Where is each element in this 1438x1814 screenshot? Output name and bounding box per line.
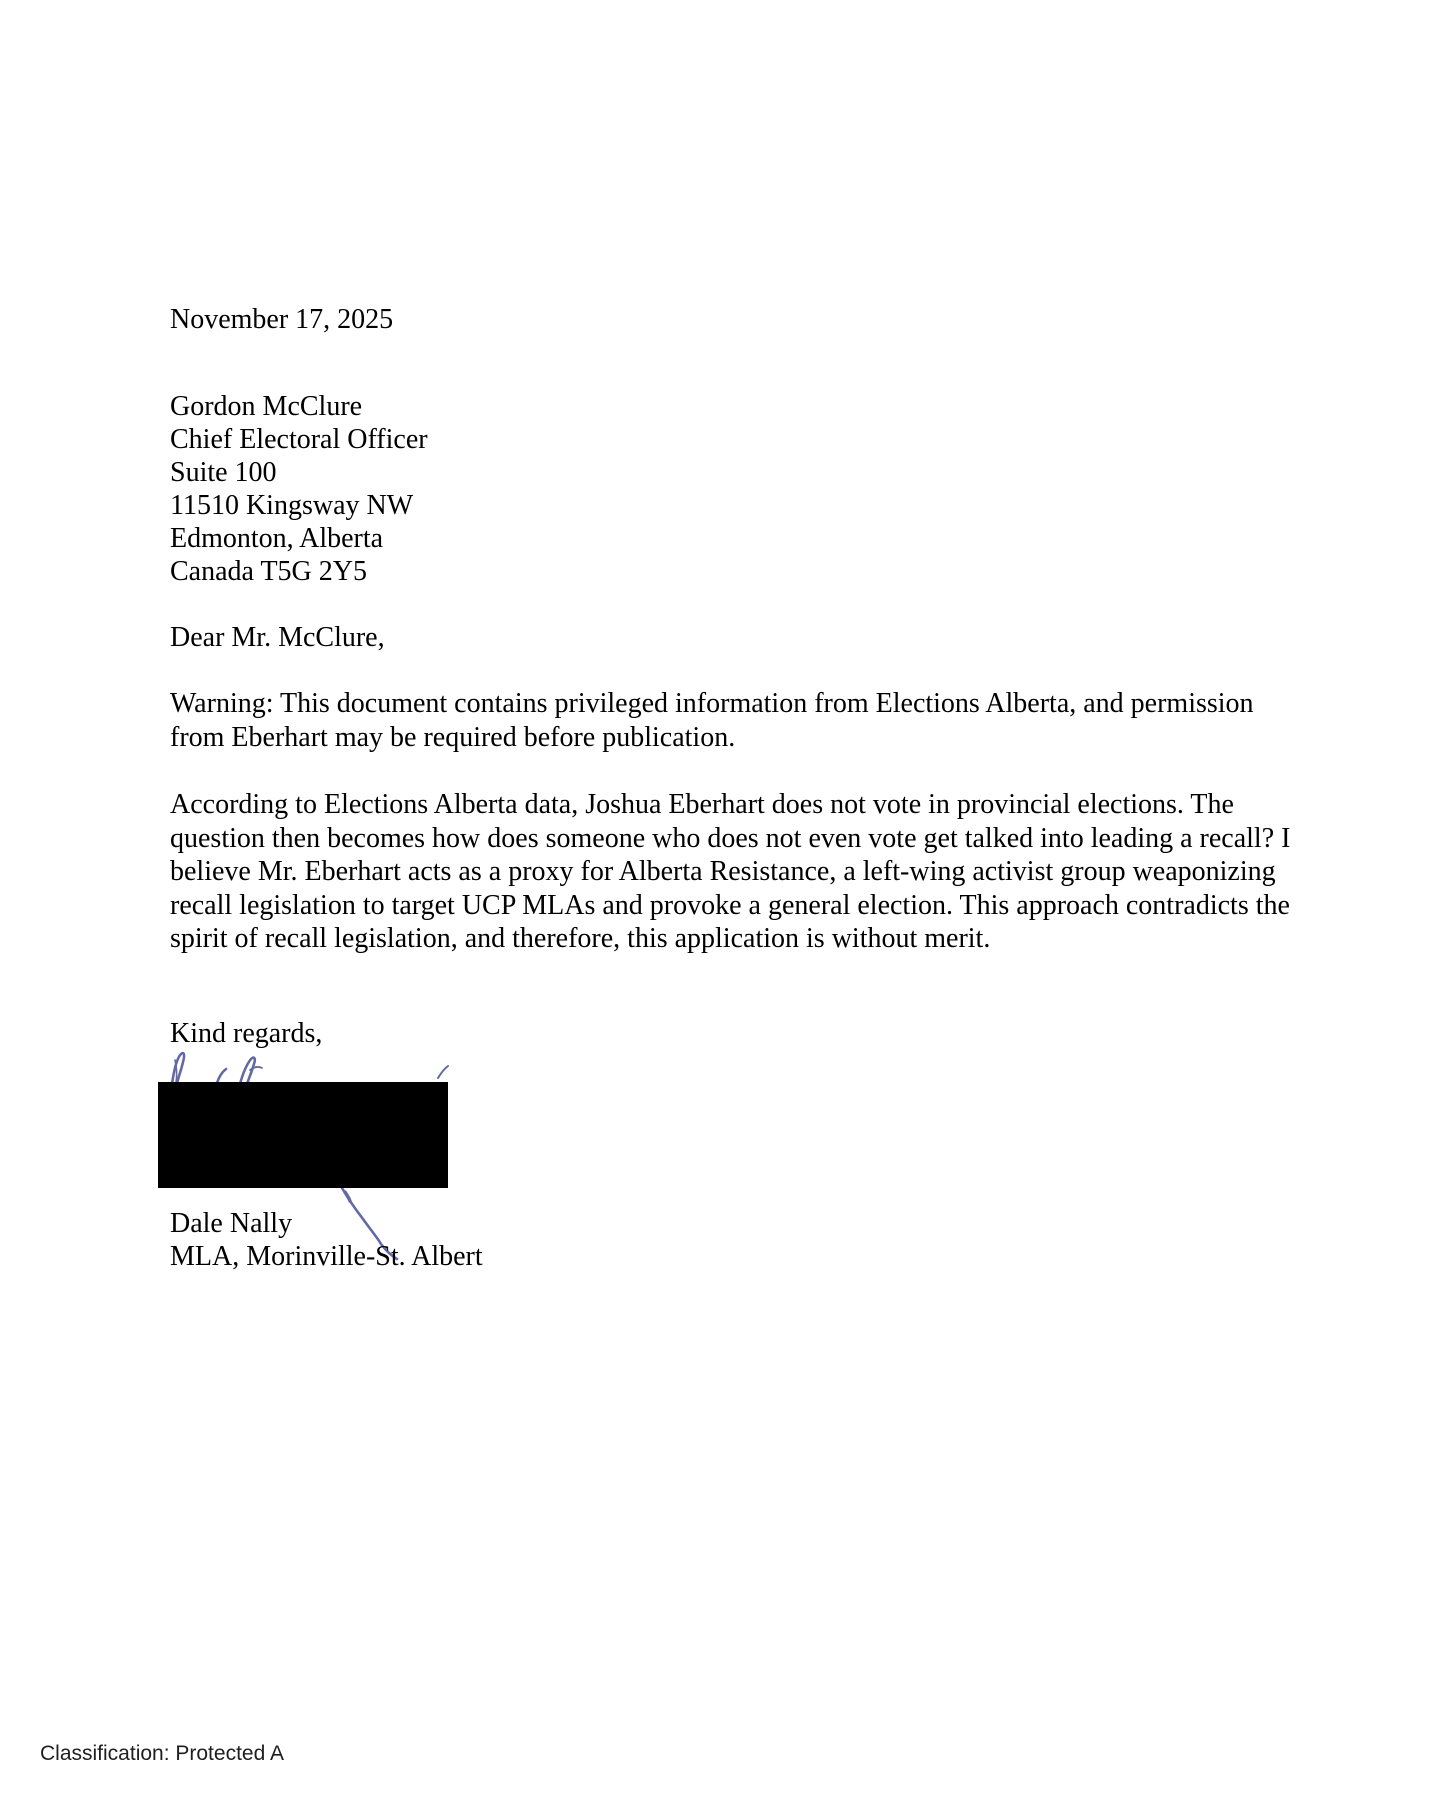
closing-line: Kind regards, [170, 1018, 323, 1049]
recipient-block [170, 390, 428, 588]
signature-redaction-box [158, 1082, 448, 1188]
warning-paragraph: Warning: This document contains privileged information from Elections Alberta, and permission from Eberhart may be required before publication. [170, 688, 1254, 753]
classification-footer: Classification: Protected A [40, 1742, 284, 1765]
recipient-address-line: 11510 Kingsway NW [170, 490, 414, 521]
salutation: Dear Mr. McClure, [170, 622, 385, 653]
ink-stroke-spike-right [240, 1058, 255, 1084]
ink-stroke-spike-left [172, 1053, 184, 1084]
recipient-address-line: Suite 100 [170, 457, 277, 488]
letter-date: November 17, 2025 [170, 304, 394, 335]
body-paragraph: According to Elections Alberta data, Joshua Eberhart does not vote in provincial elections. The question then becomes how does someone who does not even vote get talked into leading a recall? I believe Mr. Eberhart acts as a proxy for Alberta Resistance, a left-wing activist group weaponizing recall legislation to target UCP MLAs and provoke a general election. This approach contradicts the spirit of recall legislation, and therefore, this application is without merit. [170, 789, 1291, 954]
recipient-address-line: Canada T5G 2Y5 [170, 556, 367, 587]
ink-stroke-tick-corner [438, 1066, 448, 1078]
recipient-address-line: Edmonton, Alberta [170, 523, 384, 554]
signer-title: MLA, Morinville-St. Albert [170, 1241, 483, 1272]
ink-stroke-tick-middle [217, 1069, 226, 1083]
recipient-name: Gordon McClure [170, 391, 363, 422]
recipient-title: Chief Electoral Officer [170, 424, 428, 455]
signer-name: Dale Nally [170, 1208, 293, 1239]
